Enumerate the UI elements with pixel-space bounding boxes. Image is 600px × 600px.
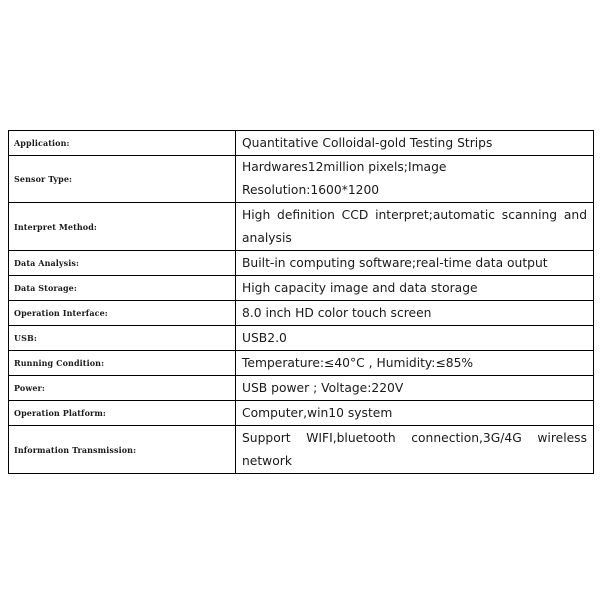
table-row [9,376,594,401]
row-label-information-transmission: Information Transmission: [9,426,236,474]
row-value-operation-platform: Computer,win10 system [236,401,594,426]
row-label-power: Power: [9,376,236,401]
table-row [9,156,594,203]
table-row [9,351,594,376]
table-row [9,301,594,326]
table-row [9,203,594,251]
row-label-sensor-type: Sensor Type: [9,156,236,203]
table-row [9,326,594,351]
row-value-operation-interface: 8.0 inch HD color touch screen [236,301,594,326]
row-value-data-storage: High capacity image and data storage [236,276,594,301]
table-row [9,276,594,301]
row-label-operation-platform: Operation Platform: [9,401,236,426]
table-row [9,131,594,156]
row-value-power: USB power ; Voltage:220V [236,376,594,401]
row-label-application: Application: [9,131,236,156]
row-label-operation-interface: Operation Interface: [9,301,236,326]
row-label-usb: USB: [9,326,236,351]
row-value-information-transmission: Support WIFI,bluetooth connection,3G/4G wireless network [236,426,594,474]
row-label-data-storage: Data Storage: [9,276,236,301]
row-label-data-analysis: Data Analysis: [9,251,236,276]
spec-table [8,130,594,474]
table-row [9,426,594,474]
row-value-usb: USB2.0 [236,326,594,351]
row-value-interpret-method: High definition CCD interpret;automatic scanning and analysis [236,203,594,251]
row-value-application: Quantitative Colloidal-gold Testing Strips [236,131,594,156]
table-row [9,401,594,426]
row-label-running-condition: Running Condition: [9,351,236,376]
row-value-data-analysis: Built-in computing software;real-time data output [236,251,594,276]
row-value-running-condition: Temperature:≤40°C , Humidity:≤85% [236,351,594,376]
row-value-sensor-type: Hardwares12million pixels;Image Resolution:1600*1200 [236,156,594,203]
table-row [9,251,594,276]
row-label-interpret-method: Interpret Method: [9,203,236,251]
